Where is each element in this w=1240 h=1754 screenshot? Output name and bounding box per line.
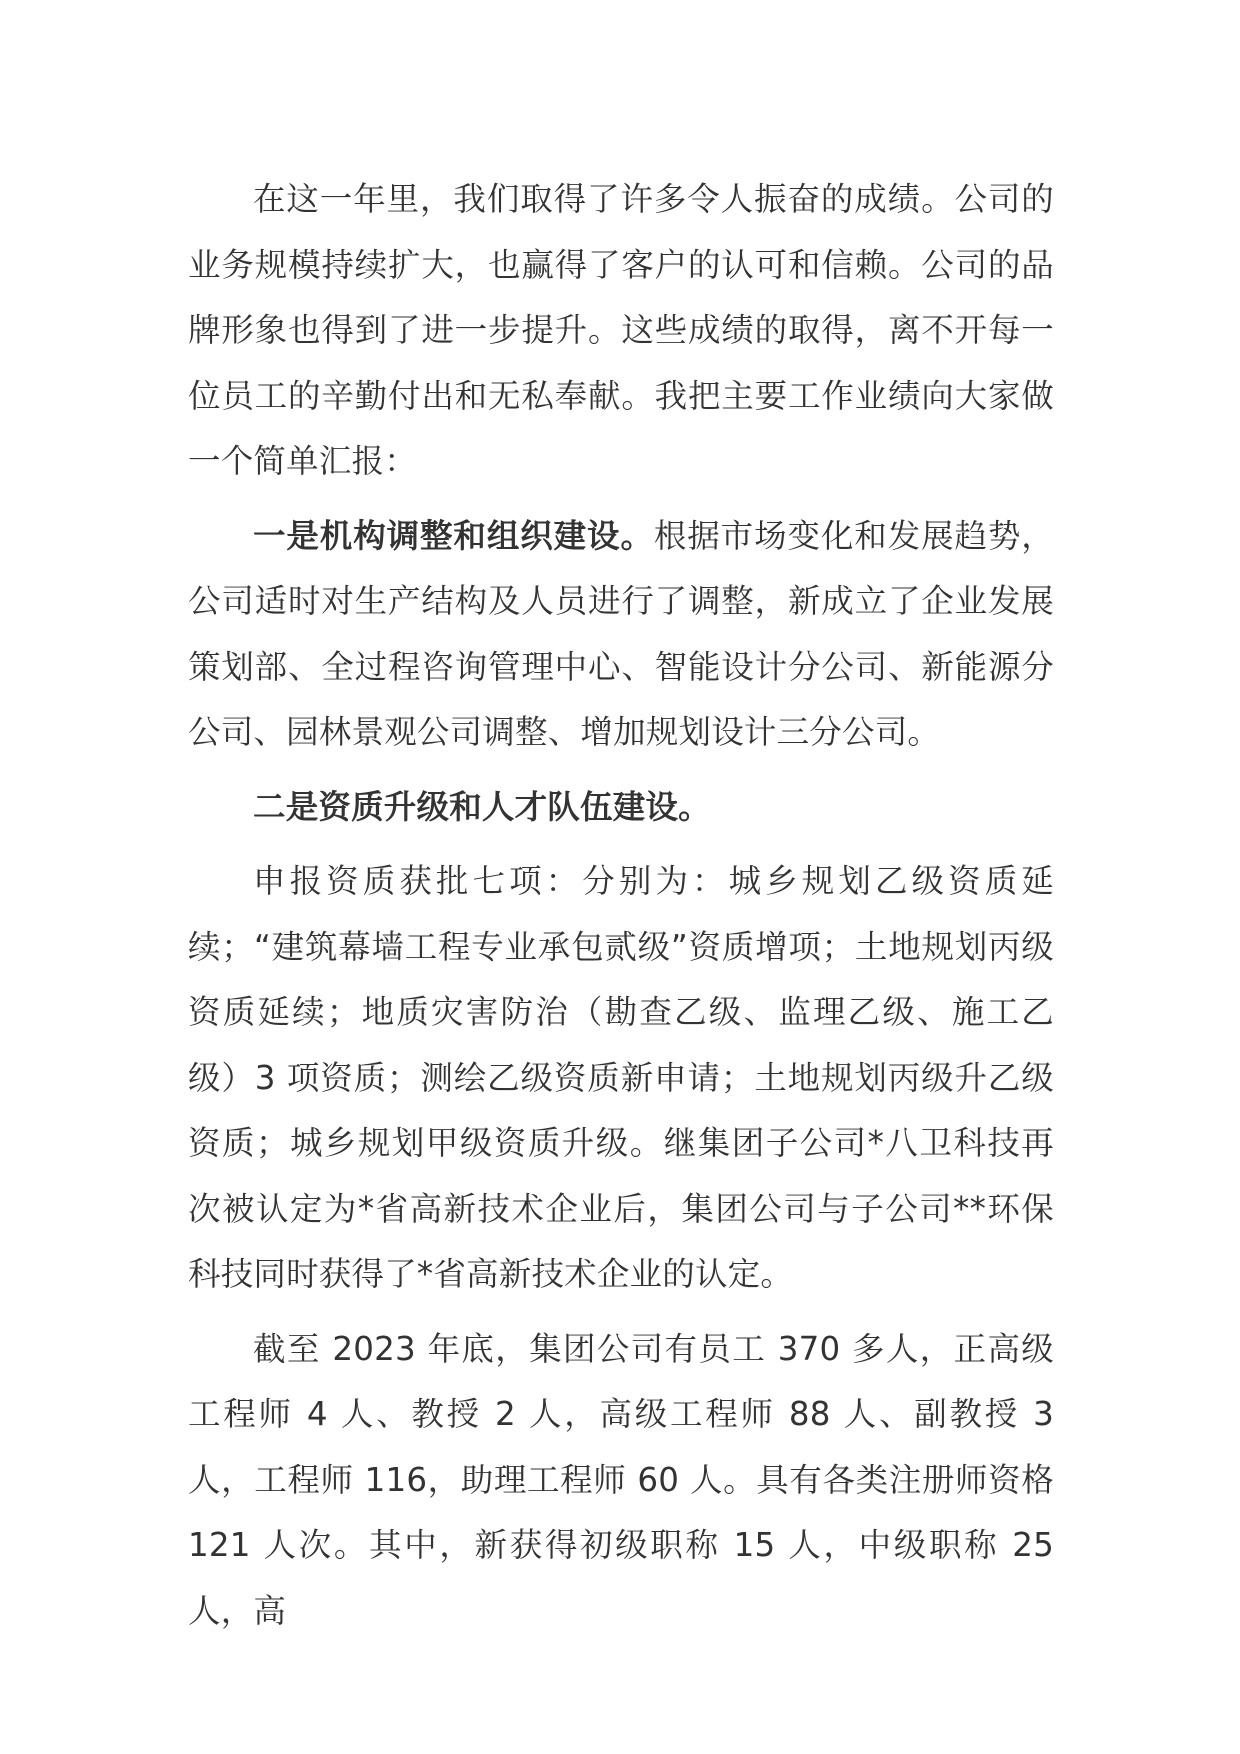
staff-text: 截至 2023 年底，集团公司有员工 370 多人，正高级工程师 4 人、教授 2 人，高级工程师 88 人、副教授 3 人，工程师 116，助理工程师 60 人。具有各类注册师资格 121 人次。其中，新获得初级职称 15 人，中级职称 25 人，高 [188,1329,1054,1630]
section-1-lead: 一是机构调整和组织建设。 [253,516,654,555]
staff-paragraph [188,1317,1054,1645]
section-1-paragraph [188,504,1054,766]
section-2-lead: 二是资质升级和人才队伍建设。 [253,787,711,826]
qualifications-paragraph [188,849,1054,1308]
intro-paragraph [188,167,1054,495]
section-1-text: 根据市场变化和发展趋势，公司适时对生产结构及人员进行了调整，新成立了企业发展策划部、全过程咨询管理中心、智能设计分公司、新能源分公司、园林景观公司调整、增加规划设计三分公司。 [188,516,1055,751]
document-page [188,167,1054,1653]
intro-text: 在这一年里，我们取得了许多令人振奋的成绩。公司的业务规模持续扩大，也赢得了客户的认可和信赖。公司的品牌形象也得到了进一步提升。这些成绩的取得，离不开每一位员工的辛勤付出和无私奉献。我把主要工作业绩向大家做一个简单汇报： [188,180,1054,480]
section-2-heading [188,775,1054,841]
qualifications-text: 申报资质获批七项：分别为：城乡规划乙级资质延续；“建筑幕墙工程专业承包贰级”资质增项；土地规划丙级资质延续；地质灾害防治（勘查乙级、监理乙级、施工乙级）3 项资质；测绘乙级资质新申请；土地规划丙级升乙级资质；城乡规划甲级资质升级。继集团子公司*八卫科技再次被认定为*省高新技术企业后，集团公司与子公司**环保科技同时获得了*省高新技术企业的认定。 [188,862,1054,1293]
